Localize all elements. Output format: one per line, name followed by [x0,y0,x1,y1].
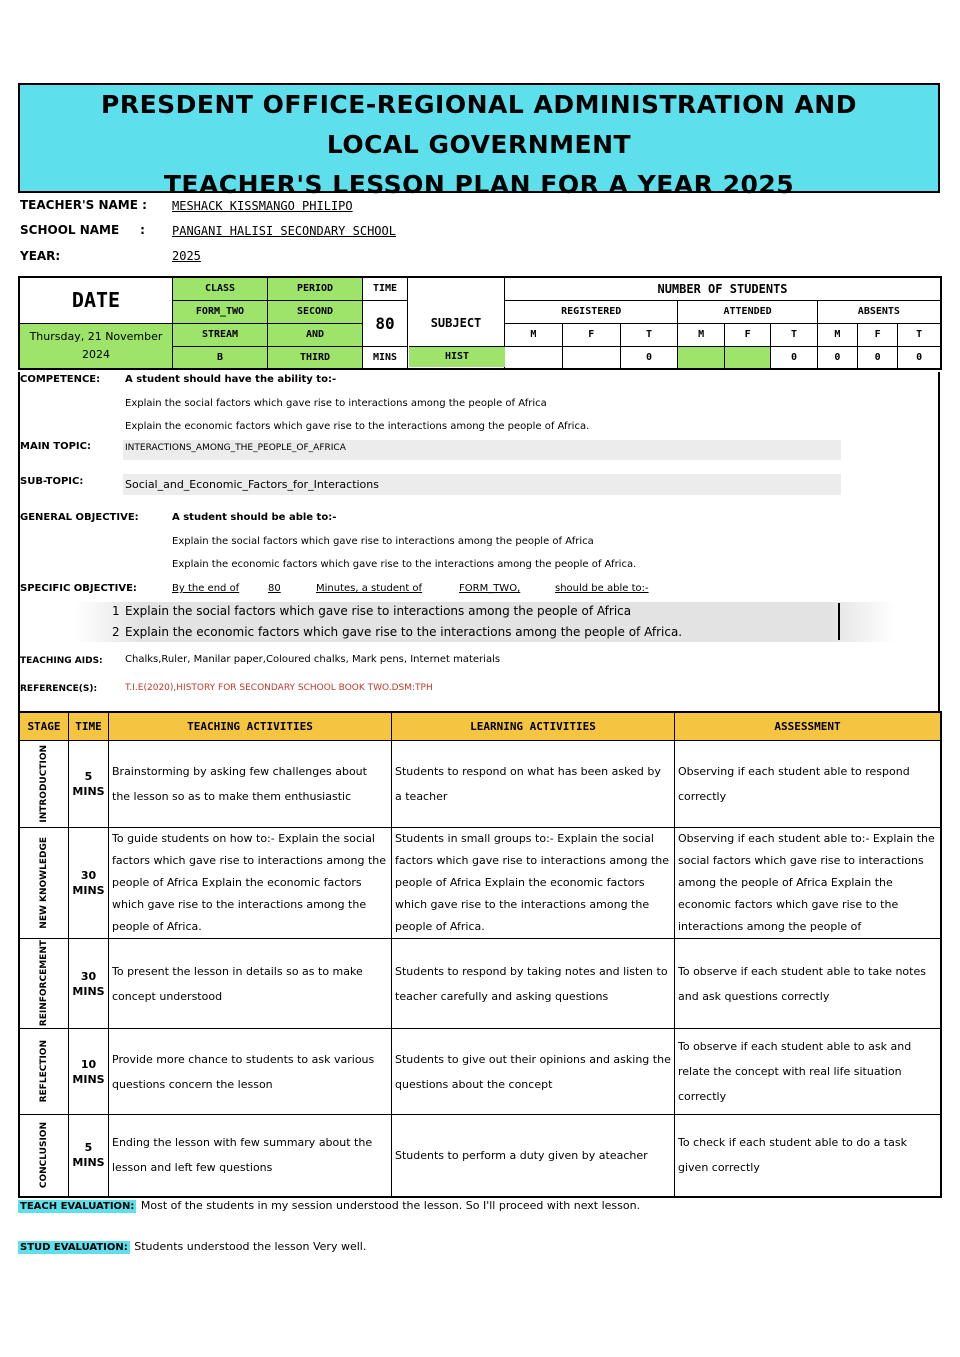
learning-cell: Students to give out their opinions and asking the questions about the concept [392,1029,675,1115]
specific-objective-p5: should be able to:- [555,583,649,594]
stage-label: CONCLUSION [38,1122,49,1189]
period-value-3: THIRD [268,346,363,369]
time-unit: MINS [72,1072,105,1086]
period-value-1: SECOND [268,300,363,323]
specific-objective-item-2: Explain the economic factors which gave rise to the interactions among the people of Africa. [125,625,683,639]
reference-value: T.I.E(2020),HISTORY FOR SECONDARY SCHOOL BOOK TWO.DSM:TPH [125,683,433,693]
general-objective-label: GENERAL OBJECTIVE: [20,512,139,523]
stud-evaluation-label: STUD EVALUATION: [20,1242,128,1253]
year-value: 2025 [172,249,201,263]
main-topic-value: INTERACTIONS_AMONG_THE_PEOPLE_OF_AFRICA [123,440,841,460]
time-unit: MINS [363,346,408,369]
registered-header: REGISTERED [505,300,678,323]
table-row [19,741,941,828]
stage-label: REINFORCEMENT [38,940,49,1027]
time-value: 10 [80,1057,97,1071]
school-name-label: SCHOOL NAME : [20,223,145,237]
school-name-value: PANGANI HALISI SECONDARY SCHOOL [172,224,396,238]
subject-header: SUBJECT [408,277,505,369]
students-header: NUMBER OF STUDENTS [505,277,942,300]
learning-cell: Students to perform a duty given by ateacher [392,1115,675,1197]
reg-t-value: 0 [620,346,678,369]
teaching-cell: Provide more chance to students to ask various questions concern the lesson [109,1029,392,1115]
reference-label: REFERENCE(S): [20,684,98,694]
table-row [19,1029,941,1115]
stud-evaluation [18,1237,366,1255]
abs-t: T [898,323,941,346]
general-objective-item-2: Explain the economic factors which gave rise to the interactions among the people of Africa. [172,559,637,570]
subject-value: HIST [409,346,505,367]
time-unit: MINS [72,785,105,798]
time-unit: MINS [72,984,105,998]
stream-header: STREAM [173,323,268,346]
att-m-value [678,346,724,369]
time-header: TIME [363,277,408,300]
attended-header: ATTENDED [678,300,817,323]
specific-objective-item-1: Explain the social factors which gave rise to interactions among the people of Africa [125,604,632,618]
time-unit: MINS [72,884,105,897]
teaching-aids-label: TEACHING AIDS: [20,656,103,666]
teaching-cell: To guide students on how to:- Explain the social factors which gave rise to interactions among the people of Africa Explain the economic factors which gave rise to the interactions among the people of Africa. [109,828,392,939]
time-value: 30 [80,969,97,983]
main-topic-label: MAIN TOPIC: [20,441,91,452]
learning-header: LEARNING ACTIVITIES [392,712,675,741]
teach-evaluation-label: TEACH EVALUATION: [20,1201,135,1212]
period-header: PERIOD [268,277,363,300]
teaching-cell: Ending the lesson with few summary about the lesson and left few questions [109,1115,392,1197]
specific-objective-p1: By the end of [172,583,240,594]
specific-objective-p3: Minutes, a student of [316,583,423,594]
reg-m-value [505,346,563,369]
time-value: 5 [84,770,93,783]
time-col-header: TIME [69,712,109,741]
header-line-1: PRESDENT OFFICE-REGIONAL ADMINISTRATION AND [101,90,857,119]
assessment-cell: To check if each student able to do a task given correctly [675,1115,942,1197]
teaching-cell: Brainstorming by asking few challenges about the lesson so as to make them enthusiastic [109,741,392,828]
reg-t: T [620,323,678,346]
sub-topic-label: SUB-TOPIC: [20,476,84,487]
specific-objective-label: SPECIFIC OBJECTIVE: [20,583,137,594]
page-header [18,83,940,199]
assessment-cell: Observing if each student able to respond correctly [675,741,942,828]
att-m: M [678,323,724,346]
learning-cell: Students to respond on what has been asked by a teacher [392,741,675,828]
time-unit: MINS [72,1156,105,1170]
table-row [19,939,941,1029]
reg-f-value [562,346,620,369]
specific-objective-p4: FORM_TWO, [459,583,521,594]
teach-evaluation-value: Most of the students in my session understood the lesson. So I'll proceed with next lesson. [140,1199,641,1212]
reg-m: M [505,323,563,346]
att-f: F [724,323,770,346]
sub-topic-value: Social_and_Economic_Factors_for_Interactions [123,474,841,495]
assessment-cell: Observing if each student able to:- Explain the social factors which gave rise to interactions among the people of Africa Explain the economic factors which gave rise to the interactions among the people of [675,828,942,939]
competence-item-1: Explain the social factors which gave rise to interactions among the people of Africa [125,398,547,409]
table-row [19,828,941,939]
assessment-cell: To observe if each student able to take notes and ask questions correctly [675,939,942,1029]
period-value-2: AND [268,323,363,346]
time-value: 30 [80,869,97,882]
reg-f: F [562,323,620,346]
stage-label: NEW KNOWLEDGE [38,837,49,929]
header-line-2: LOCAL GOVERNMENT [326,130,632,159]
specific-objective-divider [838,603,840,640]
date-value: Thursday, 21 November 2024 [19,323,173,369]
specific-objective-n1: 1 [112,604,120,618]
date-header: DATE [19,277,173,323]
teaching-aids-value: Chalks,Ruler, Manilar paper,Coloured chalks, Mark pens, Internet materials [125,654,501,665]
abs-f: F [857,323,897,346]
absents-header: ABSENTS [817,300,941,323]
specific-objective-p2: 80 [268,583,281,594]
activities-table [18,711,942,1198]
year-label: YEAR: [20,249,61,263]
table-row [19,1115,941,1197]
stage-header: STAGE [19,712,69,741]
stage-label: REFLECTION [38,1040,49,1103]
stream-value: B [173,346,268,369]
time-value: 80 [363,300,408,346]
teacher-name-value: MESHACK KISSMANGO PHILIPO [172,199,353,213]
teaching-header: TEACHING ACTIVITIES [109,712,392,741]
abs-m-value: 0 [817,346,857,369]
time-value: 5 [84,1141,93,1155]
competence-item-2: Explain the economic factors which gave rise to the interactions among the people of Africa. [125,421,590,432]
stage-label: INTRODUCTION [38,745,49,823]
abs-f-value: 0 [857,346,897,369]
att-t: T [771,323,817,346]
stud-evaluation-value: Students understood the lesson Very well. [134,1240,367,1253]
att-t-value: 0 [771,346,817,369]
assessment-header: ASSESSMENT [675,712,942,741]
learning-cell: Students in small groups to:- Explain the social factors which gave rise to interactions among the people of Africa Explain the economic factors which gave rise to the interactions among the people of Africa. [392,828,675,939]
teacher-name-label: TEACHER'S NAME : [20,198,147,212]
class-value: FORM_TWO [173,300,268,323]
learning-cell: Students to respond by taking notes and listen to teacher carefully and asking questions [392,939,675,1029]
assessment-cell: To observe if each student able to ask and relate the concept with real life situation correctly [675,1029,942,1115]
class-header: CLASS [173,277,268,300]
specific-objective-n2: 2 [112,625,120,639]
abs-t-value: 0 [898,346,941,369]
general-objective-item-1: Explain the social factors which gave rise to interactions among the people of Africa [172,536,594,547]
general-objective-intro: A student should be able to:- [172,512,337,523]
teaching-cell: To present the lesson in details so as to make concept understood [109,939,392,1029]
abs-m: M [817,323,857,346]
att-f-value [724,346,770,369]
competence-intro: A student should have the ability to:- [125,374,337,385]
header-line-3: TEACHER'S LESSON PLAN FOR A YEAR 2025 [163,170,795,199]
competence-label: COMPETENCE: [20,374,101,385]
teach-evaluation [18,1196,640,1214]
